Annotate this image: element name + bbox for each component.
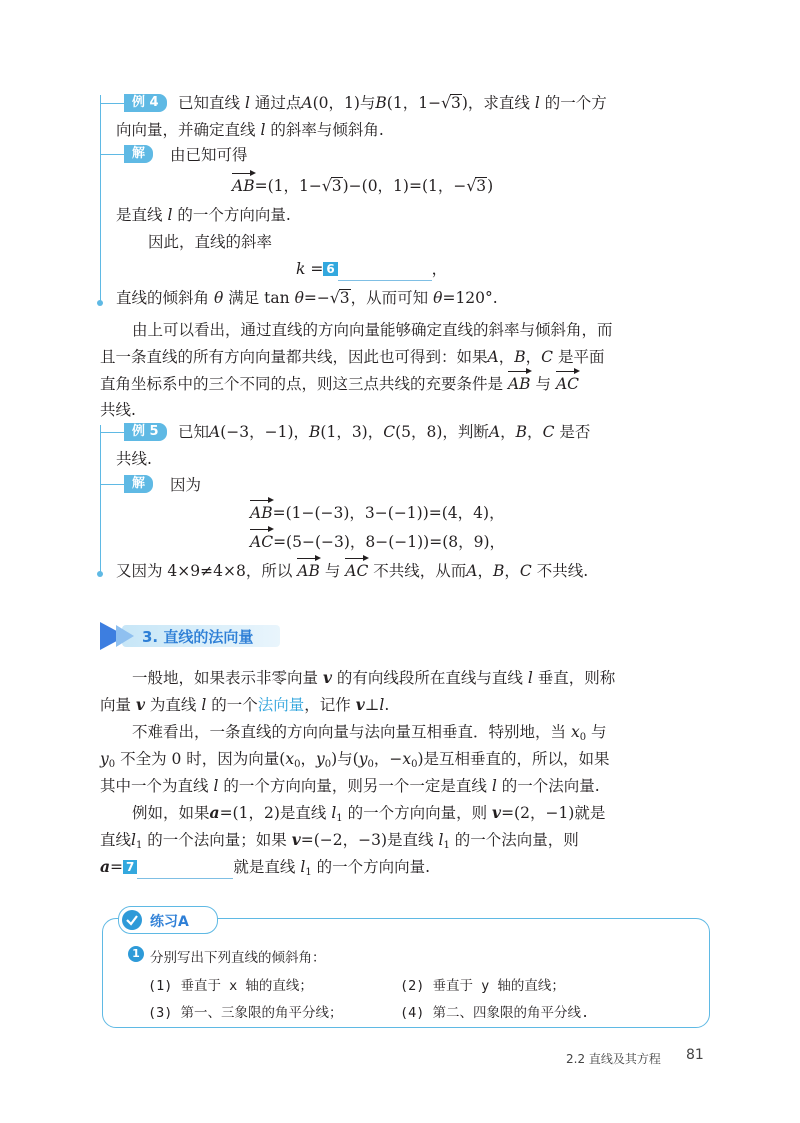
page-number: 81 — [686, 1047, 704, 1063]
footer-section: 2.2 直线及其方程 — [566, 1052, 661, 1066]
example5-end-dot — [97, 571, 103, 577]
section3-p3-line2: 直线$l_1$ 的一个法向量；如果 v=(−2，−3)是直线 $l_1$ 的一个法向量，则 — [100, 830, 579, 851]
example5-solution-line1: 因为 — [170, 476, 202, 494]
example5-tag: 例 5 — [124, 423, 167, 441]
section3-title: 3. 直线的法向量 — [142, 628, 254, 646]
example4-left-bar — [100, 95, 101, 305]
example4-problem-line1: 已知直线 l 通过点A(0，1)与B(1，1−√3)，求直线 l 的一个方 — [178, 94, 607, 112]
section3-p2-line3: 其中一个为直线 l 的一个方向向量，则另一个一定是直线 l 的一个法向量. — [100, 777, 600, 795]
section3-header — [100, 622, 282, 650]
example5-top-rule — [100, 432, 126, 433]
answer-blank-7[interactable] — [137, 858, 233, 879]
pencil-check-icon — [122, 910, 142, 930]
para1-line3: 直角坐标系中的三个不同的点，则这三点共线的充要条件是 AB 与 AC — [100, 375, 579, 393]
exercise-item-3: (3) 第一、三象限的角平分线； — [148, 1005, 343, 1021]
example4-end-dot — [97, 300, 103, 306]
example5-solution-rule — [100, 484, 126, 485]
example4-problem-line2: 向向量，并确定直线 l 的斜率与倾斜角. — [116, 121, 384, 139]
example5-line2: 共线. — [116, 450, 152, 468]
example4-top-rule — [100, 103, 126, 104]
exercise-q1: 分别写出下列直线的倾斜角： — [150, 950, 326, 966]
example5-line1: 已知A(−3，−1)，B(1，3)，C(5，8)，判断A，B，C 是否 — [178, 423, 591, 441]
para1-line1: 由上可以看出，通过直线的方向向量能够确定直线的斜率与倾斜角，而 — [132, 321, 613, 339]
section3-p2-line1: 不难看出，一条直线的方向向量与法向量互相垂直．特别地，当 $x_0$ 与 — [132, 723, 607, 743]
exercise-q1-number: 1 — [128, 946, 144, 962]
section3-p1-line2: 向量 v 为直线 l 的一个法向量，记作 v⊥l. — [100, 695, 390, 714]
example4-tag: 例 4 — [124, 94, 167, 112]
normal-vector-term: 法向量 — [257, 696, 305, 714]
section3-p2-line2: $y_0$ 不全为 0 时，因为向量($x_0$，$y_0$)与($y_0$，$-x_0$)是互相垂直的，所以，如果 — [100, 750, 610, 770]
exercise-title: 练习A — [150, 914, 189, 930]
example5-left-bar — [100, 425, 101, 575]
exercise-item-2: (2) 垂直于 y 轴的直线； — [400, 978, 565, 994]
example5-eq1: AB=(1−(−3)，3−(−1))=(4，4)， — [250, 504, 505, 522]
para1-line2: 且一条直线的所有方向向量都共线，因此也可得到：如果A，B，C 是平面 — [100, 348, 605, 366]
example4-equation: AB=(1，1−√3)−(0，1)=(1，−√3) — [232, 177, 494, 195]
example5-solution-tag: 解 — [124, 475, 153, 493]
section3-p3-line3: a= 7 就是直线 $l_1$ 的一个方向向量. — [100, 857, 431, 878]
blank-number-7: 7 — [123, 860, 137, 874]
section3-p1-line1: 一般地，如果表示非零向量 v 的有向线段所在直线与直线 l 垂直，则称 — [132, 668, 616, 687]
example4-solution-line1: 由已知可得 — [170, 146, 248, 164]
example4-solution-rule — [100, 154, 126, 155]
para1-line4: 共线. — [100, 401, 136, 419]
example5-last-line: 又因为 4×9≠4×8，所以 AB 与 AC 不共线，从而A，B，C 不共线. — [116, 562, 589, 580]
example4-line6: 直线的倾斜角 θ 满足 tan θ=−√3，从而可知 θ=120°. — [116, 289, 498, 307]
example4-line3: 是直线 l 的一个方向向量. — [116, 206, 291, 224]
example4-slope-line: k = 6 ， — [296, 259, 447, 281]
example4-solution-tag: 解 — [124, 145, 153, 163]
example4-line4: 因此，直线的斜率 — [148, 233, 273, 251]
exercise-item-4: (4) 第二、四象限的角平分线. — [400, 1005, 590, 1021]
blank-number-6: 6 — [323, 262, 337, 276]
exercise-icon — [122, 910, 142, 930]
example5-eq2: AC=(5−(−3)，8−(−1))=(8，9)， — [250, 533, 506, 551]
exercise-item-1: (1) 垂直于 x 轴的直线； — [148, 978, 313, 994]
section3-p3-line1: 例如，如果a=(1，2)是直线 $l_1$ 的一个方向向量，则 v=(2，−1)就是 — [132, 803, 606, 824]
answer-blank-6[interactable] — [338, 260, 432, 281]
